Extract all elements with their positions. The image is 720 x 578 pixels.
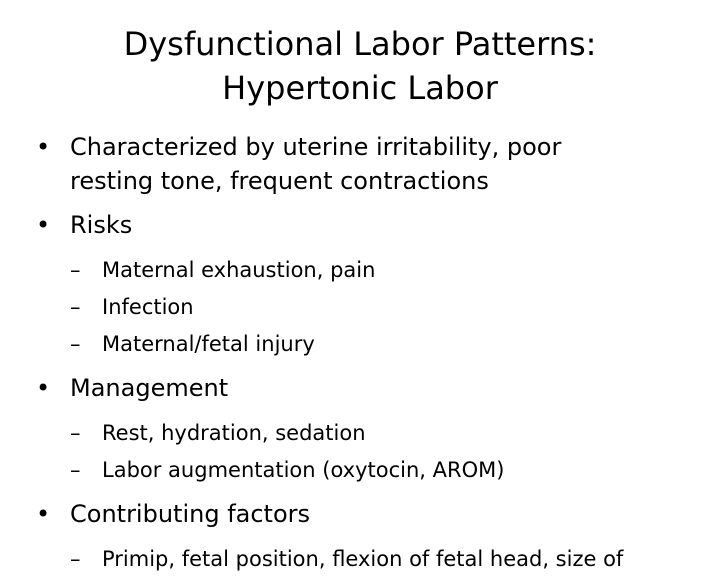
sub-bullet <box>70 452 706 489</box>
sub-bullet-text: Rest, hydration, sedation <box>102 421 366 445</box>
bullet-management <box>36 371 706 489</box>
bullet-text: Risks <box>70 211 133 239</box>
slide-title-line-2: Hypertonic Labor <box>222 69 498 107</box>
sub-bullet-text: Maternal exhaustion, pain <box>102 258 376 282</box>
sub-bullet <box>70 252 706 289</box>
bullet-characterized <box>36 130 706 198</box>
sub-bullet <box>70 289 706 326</box>
sub-bullet-text: Infection <box>102 295 194 319</box>
bullet-icon: • <box>36 374 51 402</box>
dash-icon: – <box>70 547 81 571</box>
sub-bullet-text: Maternal/fetal injury <box>102 332 315 356</box>
bullet-list <box>36 130 706 578</box>
bullet-text-line-1: Characterized by uterine irritability, poor <box>70 133 562 161</box>
bullet-icon: • <box>36 500 51 528</box>
dash-icon: – <box>70 258 81 282</box>
bullet-risks <box>36 208 706 363</box>
dash-icon: – <box>70 421 81 445</box>
risks-sublist <box>70 252 706 363</box>
sub-bullet <box>70 326 706 363</box>
bullet-text-line-2: resting tone, frequent contractions <box>70 167 489 195</box>
dash-icon: – <box>70 458 81 482</box>
sub-bullet-text: Primip, fetal position, flexion of fetal head, size of <box>102 547 624 571</box>
bullet-icon: • <box>36 211 51 239</box>
bullet-icon: • <box>36 133 51 161</box>
bullet-text: Management <box>70 374 229 402</box>
management-sublist <box>70 415 706 489</box>
bullet-text: Contributing factors <box>70 500 311 528</box>
slide-title <box>0 22 720 110</box>
contributing-sublist <box>70 541 706 578</box>
dash-icon: – <box>70 332 81 356</box>
dash-icon: – <box>70 295 81 319</box>
slide-title-line-1: Dysfunctional Labor Patterns: <box>123 25 597 63</box>
sub-bullet-text: Labor augmentation (oxytocin, AROM) <box>102 458 505 482</box>
sub-bullet <box>70 541 706 578</box>
bullet-contributing-factors <box>36 497 706 578</box>
sub-bullet <box>70 415 706 452</box>
